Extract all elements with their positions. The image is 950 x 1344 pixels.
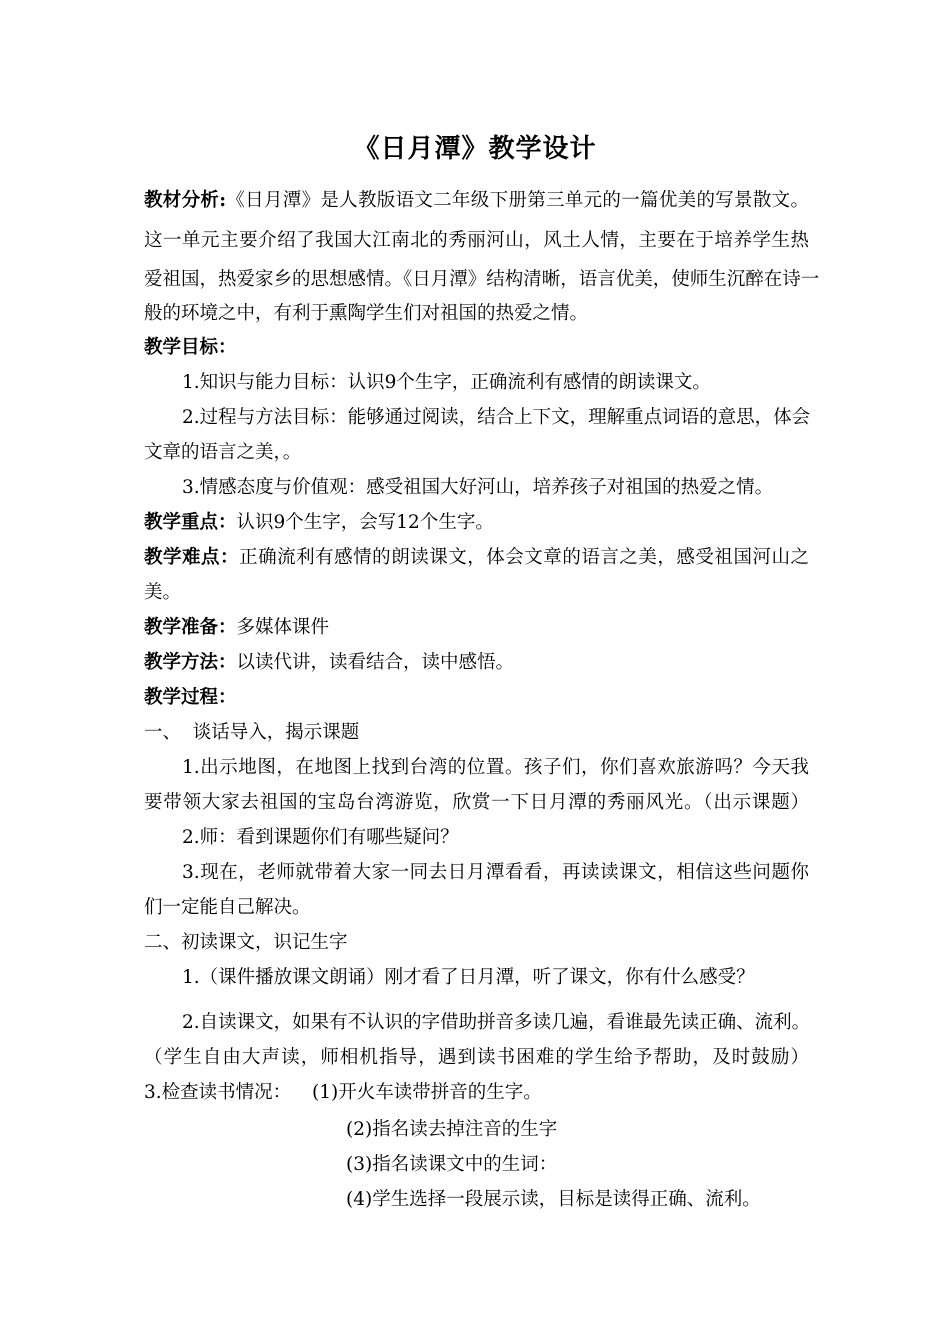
analysis-label: 教材分析: <box>144 190 227 211</box>
difficulty-line-1: 教学难点：正确流利有感情的朗读课文，体会文章的语言之美，感受祖国河山之 <box>144 547 809 568</box>
difficulty-line-2: 美。 <box>144 582 182 603</box>
analysis-line-3: 爱祖国，热爱家乡的思想感情。《日月潭》结构清晰，语言优美，使师生沉醉在诗一 <box>144 269 820 290</box>
prep-label: 教学准备： <box>144 617 237 638</box>
section2-line-3: （学生自由大声读，师相机指导，遇到读书困难的学生给予帮助，及时鼓励） <box>144 1047 809 1068</box>
check-item-4: (4)学生选择一段展示读，目标是读得正确、流利。 <box>346 1189 761 1210</box>
prep-line: 教学准备：多媒体课件 <box>144 617 330 638</box>
method-label: 教学方法： <box>144 652 237 673</box>
check-item-3: (3)指名读课文中的生词： <box>346 1154 558 1175</box>
goal-item-3: 3.情感态度与价值观：感受祖国大好河山，培养孩子对祖国的热爱之情。 <box>182 477 774 498</box>
difficulty-label: 教学难点： <box>144 547 240 568</box>
check-label: 3.检查读书情况： <box>144 1082 292 1103</box>
document-title: 《日月潭》教学设计 <box>353 134 597 164</box>
goal-item-2-cont: 文章的语言之美，。 <box>144 442 302 463</box>
check-item-1: (1)开火车读带拼音的生字。 <box>312 1082 542 1103</box>
section1-line-4: 3.现在，老师就带着大家一同去日月潭看看，再读读课文，相信这些问题你 <box>182 862 809 883</box>
check-item-2: (2)指名读去掉注音的生字 <box>346 1119 558 1140</box>
section2-line-2: 2.自读课文，如果有不认识的字借助拼音多读几遍，看谁最先读正确、流利。 <box>182 1012 811 1033</box>
keypoint-line: 教学重点：认识9个生字，会写12个生字。 <box>144 512 494 533</box>
section1-line-2: 要带领大家去祖国的宝岛台湾游览，欣赏一下日月潭的秀丽风光。（出示课题） <box>144 792 809 813</box>
analysis-line-1: 教材分析:《日月潭》是人教版语文二年级下册第三单元的一篇优美的写景散文。 <box>144 190 809 211</box>
process-label: 教学过程： <box>144 687 237 708</box>
section1-line-1: 1.出示地图，在地图上找到台湾的位置。孩子们，你们喜欢旅游吗？今天我 <box>182 757 809 778</box>
method-line: 教学方法：以读代讲，读看结合，读中感悟。 <box>144 652 515 673</box>
analysis-line-2: 这一单元主要介绍了我国大江南北的秀丽河山，风土人情，主要在于培养学生热 <box>144 230 809 251</box>
keypoint-label: 教学重点： <box>144 512 237 533</box>
section1-line-3: 2.师：看到课题你们有哪些疑问？ <box>182 827 459 848</box>
section2-line-1: 1.（课件播放课文朗诵）刚才看了日月潭，听了课文，你有什么感受？ <box>182 967 755 988</box>
section1-line-5: 们一定能自己解决。 <box>144 897 311 918</box>
goal-item-1: 1.知识与能力目标：认识9个生字，正确流利有感情的朗读课文。 <box>182 372 711 393</box>
goals-label: 教学目标： <box>144 337 237 358</box>
analysis-line-4: 般的环境之中，有利于熏陶学生们对祖国的热爱之情。 <box>144 303 589 324</box>
section2-heading: 二、初读课文，识记生字 <box>144 932 348 953</box>
goal-item-2: 2.过程与方法目标：能够通过阅读，结合上下文，理解重点词语的意思，体会 <box>182 407 811 428</box>
section1-heading: 一、 谈话导入，揭示课题 <box>144 722 360 743</box>
